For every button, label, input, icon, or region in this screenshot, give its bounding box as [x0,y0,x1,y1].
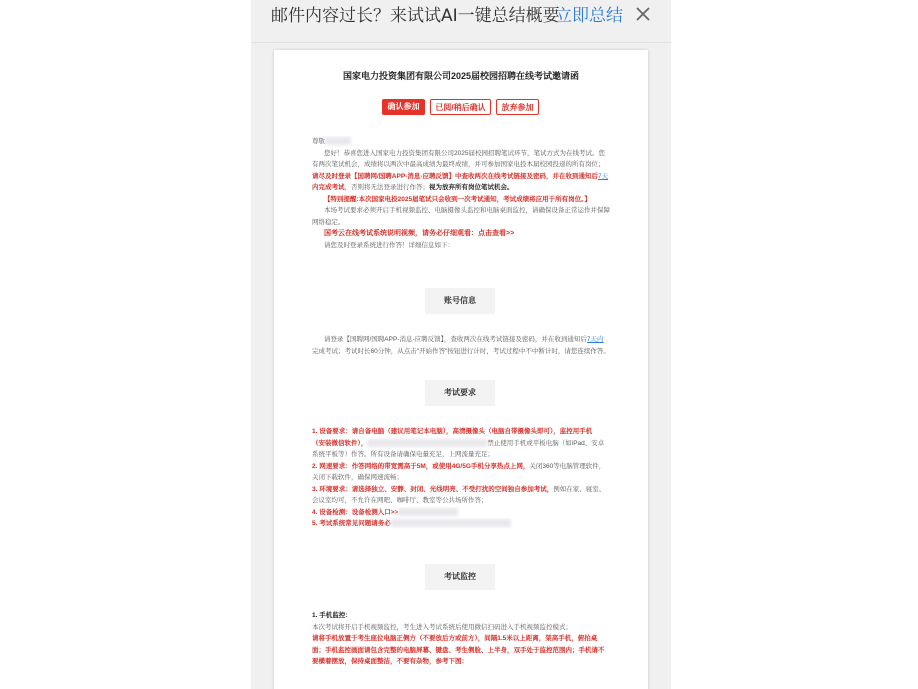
section-exam-monitoring: 考试监控 [425,564,495,590]
req-line-2-red: （安装微信软件）， [312,439,368,447]
mon-line-3: 请将手机放置于考生座位电脑正侧方（不要放后方或前方），间隔1.5米以上距离，架高手机，俯拍桌 [312,635,598,642]
redacted-text [391,519,511,527]
special-reminder: 【特别提醒:本次国家电投2025届笔试只会收到一次考试通知，考试成绩将应用于所有岗位。】 [324,195,591,203]
email-viewer [251,0,671,689]
redacted-text [398,508,458,516]
mon-heading: 1. 手机监控: [312,612,348,619]
close-icon[interactable] [633,4,653,24]
decline-button[interactable]: 放弃参加 [496,99,539,115]
req-line-7: 会议室均可，不允许在网吧、咖啡厅、教室等公共场所作答； [312,497,488,504]
monitor-line-1: 本场考试要求必须开启手机视频监控、电脑摄像头监控和电脑桌面监控，请确保设备正常运作并保障 [324,207,610,214]
notice-red-1: 请尽及时登录【国聘网/国聘APP-消息-应聘反馈】中查收两次在线考试链接及密码，并在收到通知后 [312,172,598,180]
monitor-line-2: 网络稳定。 [312,218,345,226]
email-title: 国家电力投资集团有限公司2025届校园招聘在线考试邀请函 [342,71,580,81]
account-line-2: 完成考试；考试时长60分钟，从点击"开始作答"按钮进行计时，考试过程中不中断计时，请您连续作答。 [312,347,610,355]
notice-bold: 视为放弃所有岗位笔试机会。 [429,184,514,191]
req-line-3: 系统平板等）作答。所有设备请确保电量充足，上网流量充足； [312,451,494,458]
req-line-6-rest: 例如在家、寝室、 [553,485,606,493]
req-line-4-red: 2. 网速要求：作答网络的带宽需高于5M，或使用4G/5G手机分享热点上网， [312,462,530,470]
video-link[interactable]: 国考云在线考试系统说明视频，请务必仔细观看：点击查看>> [324,230,515,237]
notice-red-2: 内完成考试 [312,184,345,191]
greeting: 尊敬 [312,138,325,145]
notice-rest: ，否则将无法登录进行作答； [344,184,429,191]
seven-days-link[interactable]: 7天 [598,172,609,180]
device-check-link[interactable]: 4. 设备检测：设备检测入口>> [312,508,399,516]
account-line-1: 请登录【国聘网/国聘APP-消息-应聘反馈】，查收两次在线考试链接及密码，并在收到通知后 [324,336,587,343]
redacted-text [367,439,487,447]
intro-line-1: 您好！恭喜您进入国家电力投资集团有限公司2025届校园招聘笔试环节，笔试方式为在线考试。您 [324,149,605,157]
mon-line-5: 要横着摆放，保持桌面整洁，不要有杂物，参考下图： [312,658,468,665]
intro-line-2: 有两次笔试机会，成绩将以两次中最高成绩为最终成绩，并可参加国家电投本届校园投递的所有岗位； [312,161,605,168]
summarize-now-button[interactable]: 立即总结 [555,6,623,26]
ai-summary-banner [251,0,671,43]
requirements-block [312,426,612,530]
intro-block [312,136,612,251]
mon-line-2: 本次考试将开启手机视频监控，考生进入考试系统后使用微信扫码进入手机视频监控模式； [312,623,572,631]
req-line-2-rest: 禁止使用手机或平板电脑（如iPad、安卓 [487,439,605,447]
req-line-9-red: 5. 考试系统常见问题请务必 [312,520,391,527]
monitoring-block [312,610,612,668]
ai-summary-prompt: 邮件内容过长？来试试AI一键总结概要 [271,6,560,26]
redacted-name [325,137,351,145]
req-line-1: 1. 设备要求：请自备电脑（建议用笔记本电脑），高清摄像头（电脑自带摄像头即可），监控用手机 [312,428,593,435]
req-line-4-rest: 关闭360等电脑管理软件， [529,462,606,470]
req-line-6-red: 3. 环境要求：请选择独立、安静、封闭、光线明亮、不受打扰的空间独自参加考试， [312,485,554,493]
email-body [274,50,648,689]
seven-days-within-link[interactable]: 7天内 [586,336,604,343]
account-block [312,334,612,357]
mon-line-4: 面；手机监控画面请包含完整的电脑屏幕、键盘、考生侧脸、上半身，双手处于监控范围内；手机请不 [312,646,605,654]
read-later-button[interactable]: 已阅/稍后确认 [430,99,491,115]
section-account-info: 账号信息 [425,288,495,314]
req-line-5: 关闭下载软件，确保网速流畅； [312,474,403,481]
login-hint: 请您及时登录系统进行作答！详细信息如下： [324,241,454,249]
section-exam-requirements: 考试要求 [425,380,495,406]
confirm-attend-button[interactable]: 确认参加 [382,99,425,115]
